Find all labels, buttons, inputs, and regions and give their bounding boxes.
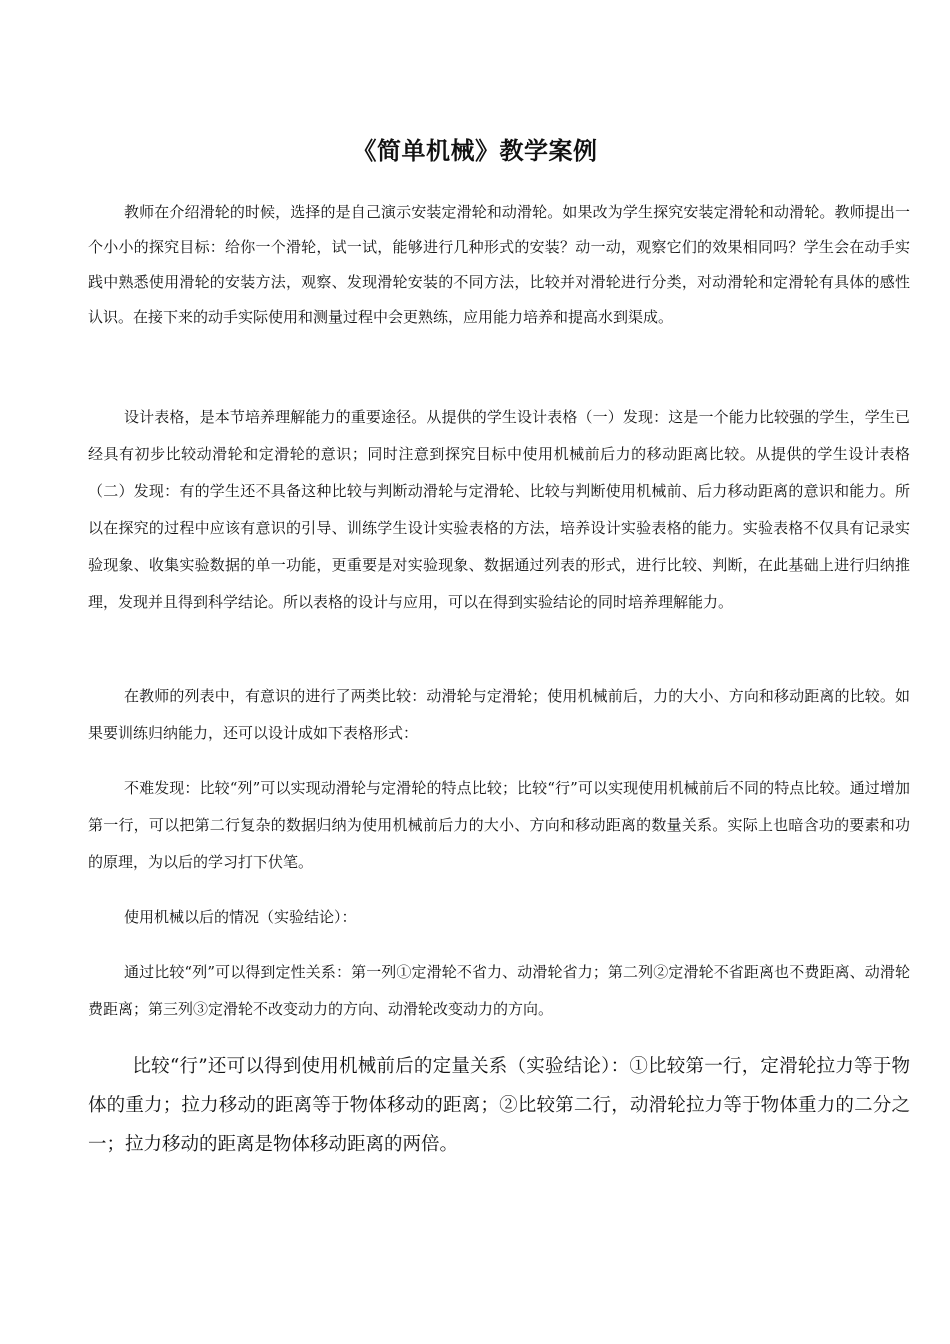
paragraph-qualitative-relation: 通过比较“列”可以得到定性关系：第一列①定滑轮不省力、动滑轮省力；第二列②定滑轮不省距离也不费距离、动滑轮费距离；第三列③定滑轮不改变动力的方向、动滑轮改变动力的方向。 <box>88 963 910 1018</box>
paragraph-conclusion-heading: 使用机械以后的情况（实验结论）： <box>124 908 357 926</box>
paragraph-teacher-table: 在教师的列表中，有意识的进行了两类比较：动滑轮与定滑轮；使用机械前后，力的大小、方向和移动距离的比较。如果要训练归纳能力，还可以设计成如下表格形式： <box>88 687 910 742</box>
page-title: 《简单机械》教学案例 <box>352 137 598 165</box>
paragraph-quantitative-relation: 比较“行”还可以得到使用机械前后的定量关系（实验结论）：①比较第一行，定滑轮拉力等于物体的重力；拉力移动的距离等于物体移动的距离；②比较第二行，动滑轮拉力等于物体重力的二分之一；拉力移动的距离是物体移动距离的两倍。 <box>88 1056 910 1155</box>
paragraph-pulley-installation: 教师在介绍滑轮的时候，选择的是自己演示安装定滑轮和动滑轮。如果改为学生探究安装定滑轮和动滑轮。教师提出一个小小的探究目标：给你一个滑轮，试一试，能够进行几种形式的安装？动一动，观察它们的效果相同吗？学生会在动手实践中熟悉使用滑轮的安装方法，观察、发现滑轮安装的不同方法，比较并对滑轮进行分类，对动滑轮和定滑轮有具体的感性认识。在接下来的动手实际使用和测量过程中会更熟练，应用能力培养和提高水到渠成。 <box>88 203 910 326</box>
paragraph-table-design: 设计表格，是本节培养理解能力的重要途径。从提供的学生设计表格（一）发现：这是一个能力比较强的学生，学生已经具有初步比较动滑轮和定滑轮的意识；同时注意到探究目标中使用机械前后力的移动距离比较。从提供的学生设计表格（二）发现：有的学生还不具备这种比较与判断动滑轮与定滑轮、比较与判断使用机械前、后力移动距离的意识和能力。所以在探究的过程中应该有意识的引导、训练学生设计实验表格的方法，培养设计实验表格的能力。实验表格不仅具有记录实验现象、收集实验数据的单一功能，更重要是对实验现象、数据通过列表的形式，进行比较、判断，在此基础上进行归纳推理，发现并且得到科学结论。所以表格的设计与应用，可以在得到实验结论的同时培养理解能力。 <box>88 408 910 611</box>
paragraph-row-column-comparison: 不难发现：比较“列”可以实现动滑轮与定滑轮的特点比较；比较“行”可以实现使用机械前后不同的特点比较。通过增加第一行，可以把第二行复杂的数据归纳为使用机械前后力的大小、方向和移动距离的数量关系。实际上也暗含功的要素和功的原理，为以后的学习打下伏笔。 <box>88 779 910 871</box>
